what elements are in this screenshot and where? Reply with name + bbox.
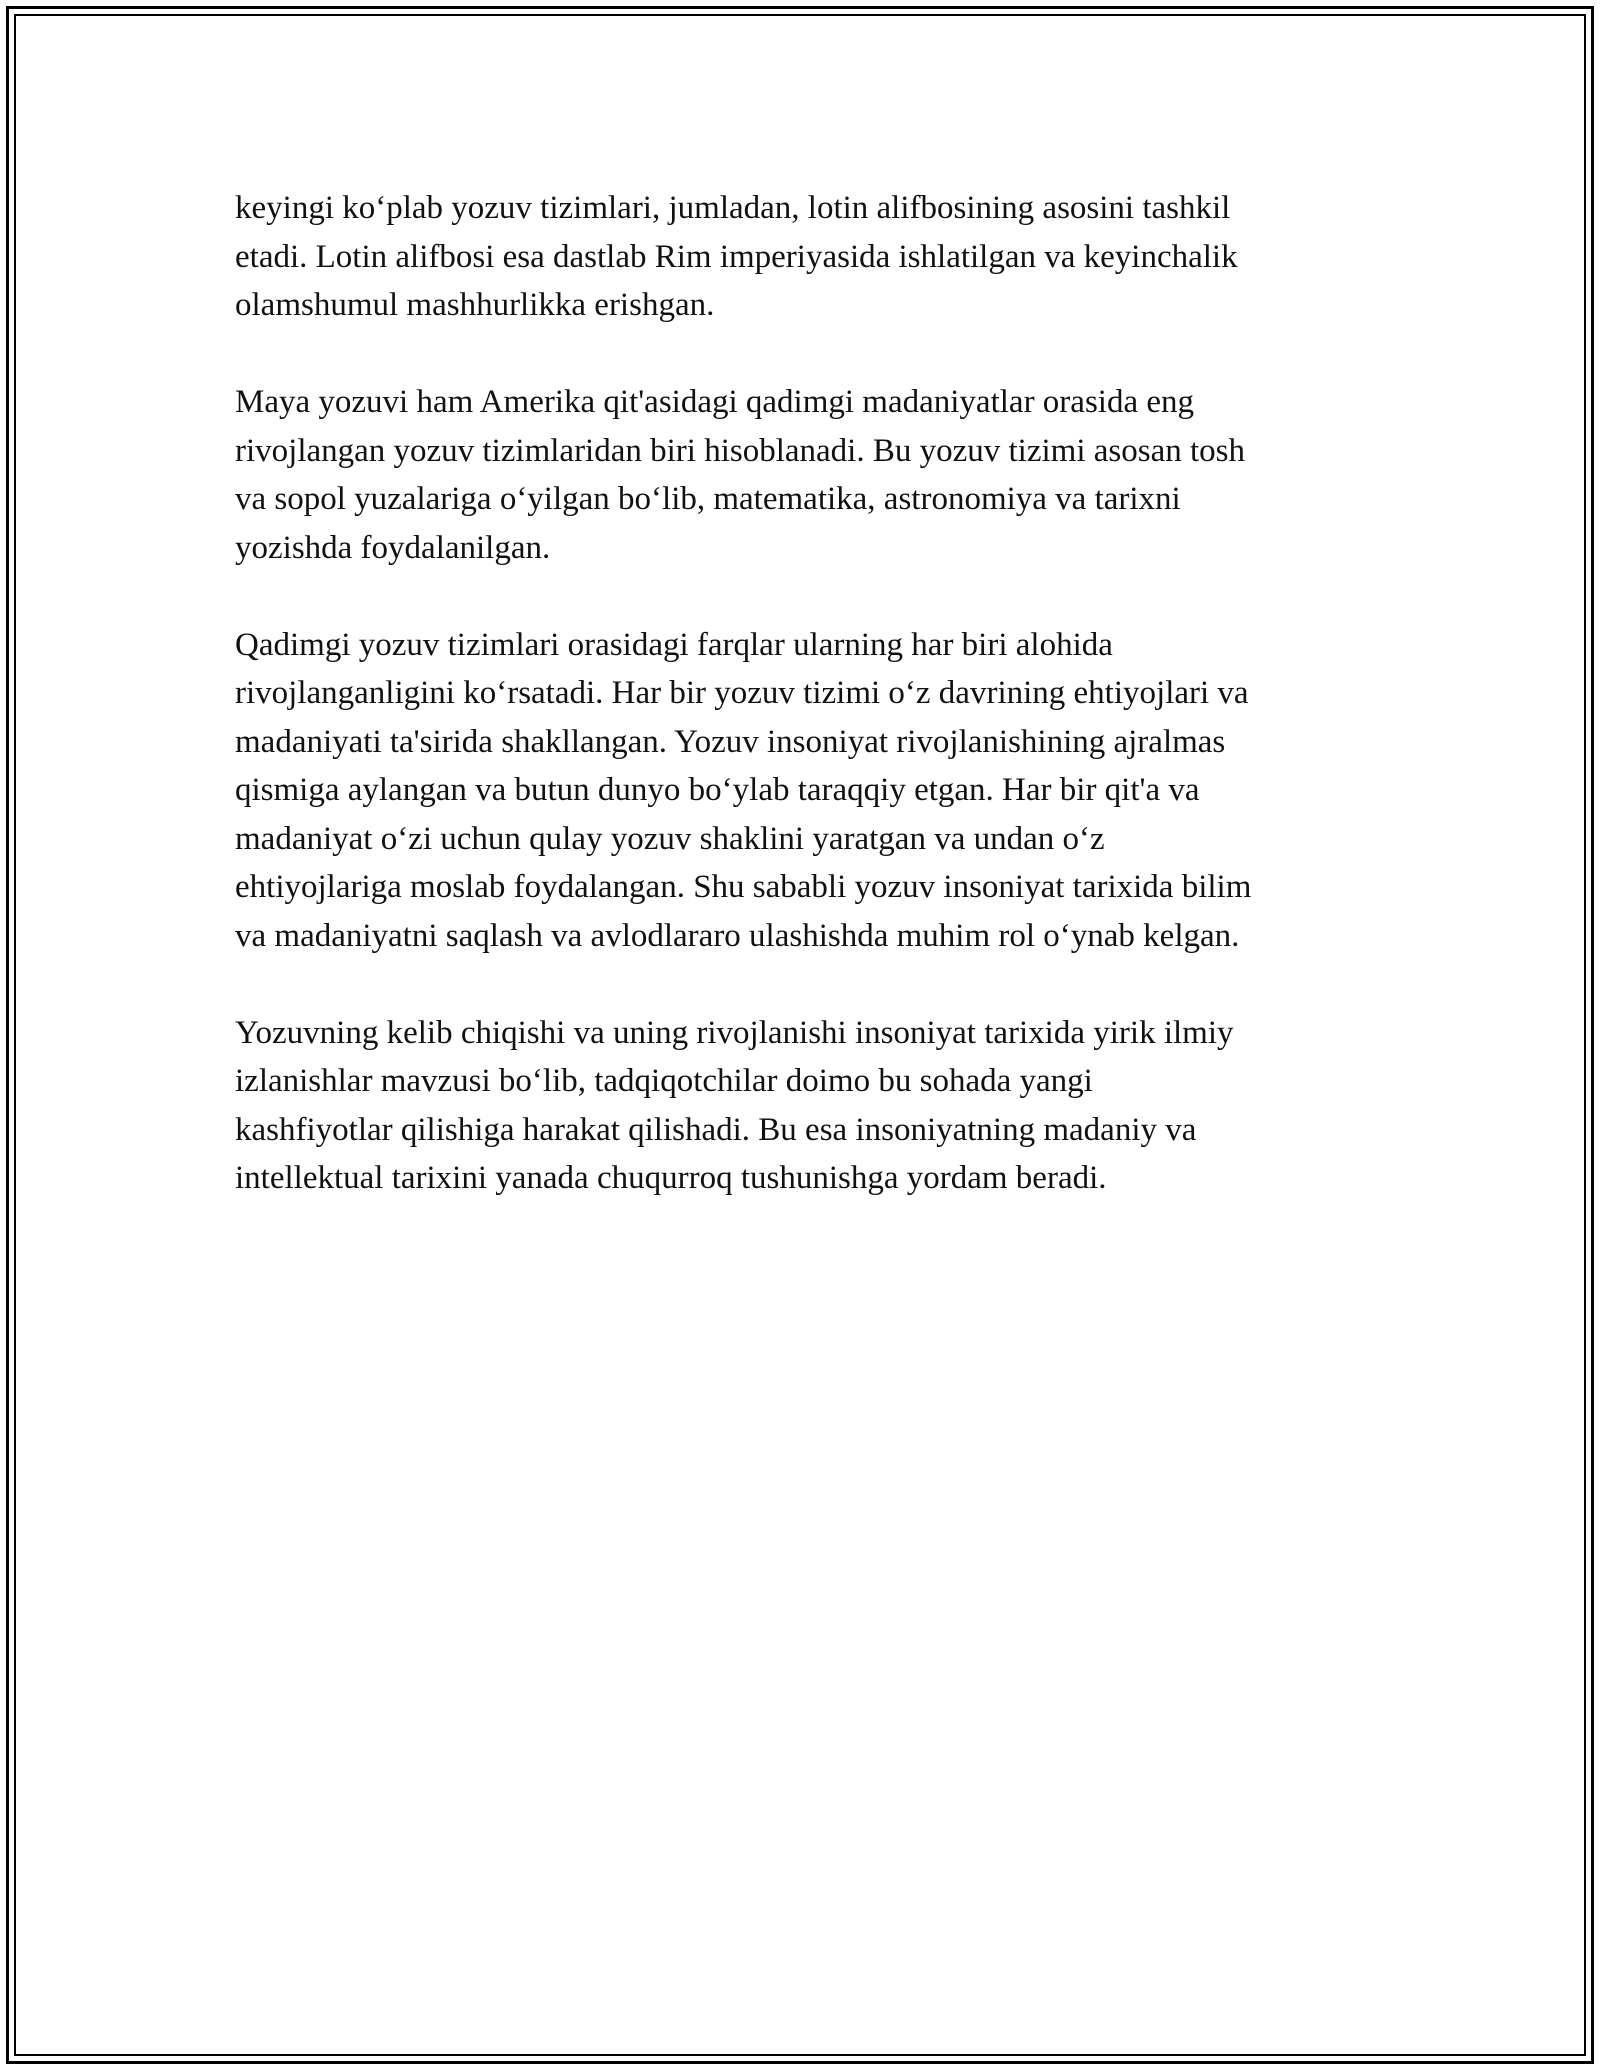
text-line: madaniyat o‘zi uchun qulay yozuv shaklini yaratgan va undan o‘z (235, 820, 1105, 857)
text-line: olamshumul mashhurlikka erishgan. (235, 287, 715, 323)
paragraph-1 (235, 184, 1400, 330)
text-line: rivojlanganligini ko‘rsatadi. Har bir yozuv tizimi o‘z davrining ehtiyojlari va (235, 675, 1249, 711)
text-line: Qadimgi yozuv tizimlari orasidagi farqlar ularning har biri alohida (235, 626, 1113, 663)
text-line: qismiga aylangan va butun dunyo bo‘ylab taraqqiy etgan. Har bir qit'a va (235, 772, 1200, 808)
text-line: izlanishlar mavzusi bo‘lib, tadqiqotchilar doimo bu sohada yangi (235, 1063, 1093, 1099)
paragraph-4 (235, 1009, 1400, 1203)
text-line: va madaniyatni saqlash va avlodlararo ulashishda muhim rol o‘ynab kelgan. (235, 917, 1240, 954)
document-body (235, 184, 1400, 1251)
text-line: kashfiyotlar qilishiga harakat qilishadi. Bu esa insoniyatning madaniy va (235, 1111, 1197, 1148)
text-line: rivojlangan yozuv tizimlaridan biri hisoblanadi. Bu yozuv tizimi asosan tosh (235, 432, 1245, 469)
text-line: va sopol yuzalariga o‘yilgan bo‘lib, matematika, astronomiya va tarixni (235, 481, 1181, 517)
paragraph-2 (235, 378, 1400, 572)
text-line: keyingi ko‘plab yozuv tizimlari, jumladan, lotin alifbosining asosini tashkil (235, 190, 1231, 226)
text-line: ehtiyojlariga moslab foydalangan. Shu sababli yozuv insoniyat tarixida bilim (235, 869, 1252, 905)
text-line: Maya yozuvi ham Amerika qit'asidagi qadimgi madaniyatlar orasida eng (235, 384, 1194, 420)
text-line: intellektual tarixini yanada chuqurroq tushunishga yordam beradi. (235, 1160, 1107, 1196)
text-line: madaniyati ta'sirida shakllangan. Yozuv insoniyat rivojlanishining ajralmas (235, 723, 1226, 760)
text-line: yozishda foydalanilgan. (235, 529, 551, 566)
text-line: Yozuvning kelib chiqishi va uning rivojlanishi insoniyat tarixida yirik ilmiy (235, 1014, 1234, 1051)
text-line: etadi. Lotin alifbosi esa dastlab Rim imperiyasida ishlatilgan va keyinchalik (235, 238, 1238, 275)
paragraph-3 (235, 621, 1400, 961)
